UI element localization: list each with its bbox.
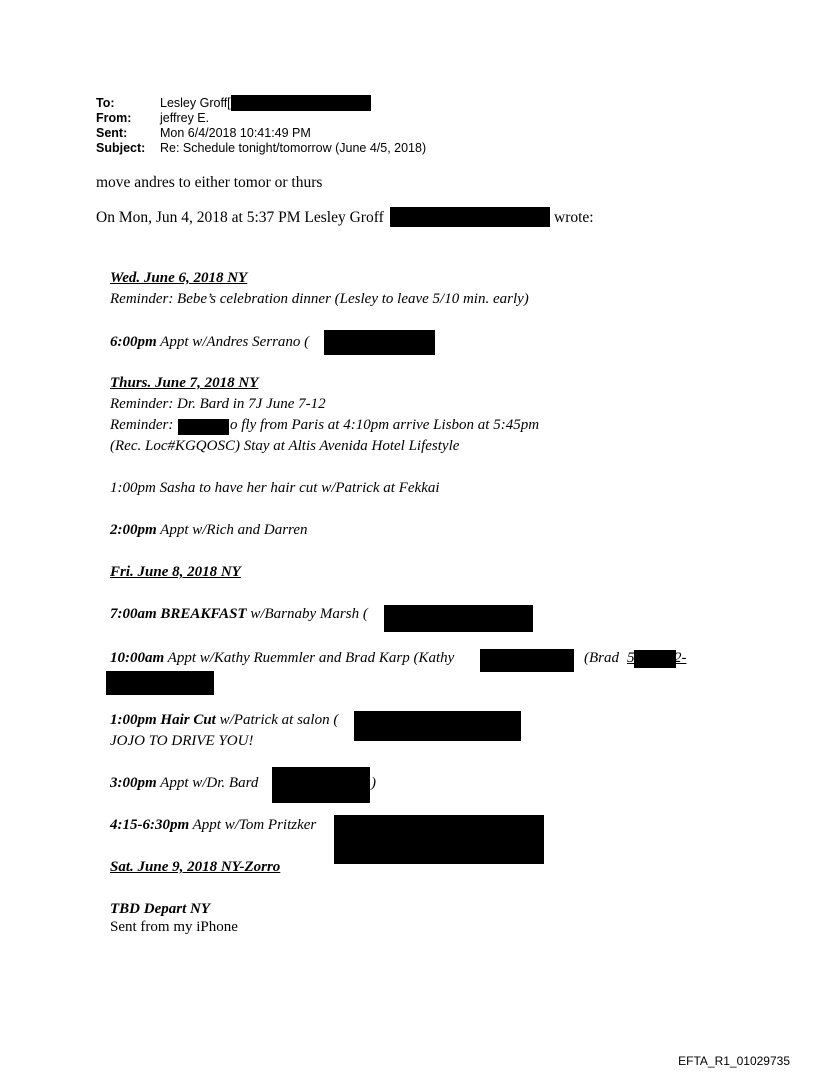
to-row	[96, 96, 426, 111]
thu-reminder-2-start: Reminder:	[110, 417, 174, 433]
thu-haircut: 1:00pm Sasha to have her hair cut w/Patrick at Fekkai	[110, 480, 440, 496]
fri-three-appointment	[110, 773, 258, 794]
from-row	[96, 111, 426, 126]
thu-appt-text: Appt w/Rich and Darren	[156, 522, 308, 538]
wed-appointment	[110, 332, 309, 353]
fri-four-time: 4:15-6:30pm	[110, 817, 190, 833]
thu-appointment	[110, 520, 308, 541]
thu-reminder-3: (Rec. Loc#KGQOSC) Stay at Altis Avenida Hotel Lifestyle	[110, 438, 460, 454]
fri-jojo: JOJO TO DRIVE YOU!	[110, 733, 254, 749]
fri-four-text: Appt w/Tom Pritzker	[189, 817, 317, 833]
quote-intro	[96, 209, 384, 227]
fri-breakfast-text: w/Barnaby Marsh (	[246, 606, 368, 622]
redaction-box	[354, 711, 521, 741]
redaction-box	[231, 95, 371, 111]
sent-label: Sent:	[96, 126, 128, 140]
redaction-box	[480, 649, 574, 672]
redaction-box	[106, 671, 214, 695]
fri-four-appointment	[110, 815, 316, 836]
subject-label: Subject:	[96, 141, 146, 155]
redaction-box	[390, 207, 550, 227]
redaction-box	[634, 650, 676, 668]
redaction-box	[334, 815, 544, 864]
fri-ten-appointment	[110, 648, 454, 669]
redaction-box	[324, 330, 435, 355]
sat-heading: Sat. June 9, 2018 NY-Zorro	[110, 859, 281, 875]
sent-value: Mon 6/4/2018 10:41:49 PM	[160, 126, 311, 140]
wed-heading: Wed. June 6, 2018 NY	[110, 270, 248, 286]
redaction-box	[272, 767, 370, 803]
redaction-box	[178, 419, 229, 435]
fri-heading: Fri. June 8, 2018 NY	[110, 564, 241, 580]
tbd-depart: TBD Depart NY	[110, 901, 210, 917]
thu-reminder-2-end: o fly from Paris at 4:10pm arrive Lisbon at 5:45pm	[230, 417, 540, 433]
wed-reminder: Reminder: Bebe’s celebration dinner (Lesley to leave 5/10 min. early)	[110, 291, 529, 307]
fri-breakfast-time: 7:00am BREAKFAST	[110, 606, 247, 622]
signature: Sent from my iPhone	[110, 919, 238, 935]
quote-intro-end: wrote:	[554, 209, 594, 226]
redaction-box	[384, 605, 533, 632]
sent-row	[96, 126, 426, 141]
fri-ten-text: Appt w/Kathy Ruemmler and Brad Karp (Kathy	[164, 650, 455, 666]
email-header	[96, 96, 426, 156]
document-id: EFTA_R1_01029735	[678, 1054, 790, 1068]
wed-appt-text: Appt w/Andres Serrano (	[156, 334, 310, 350]
quote-intro-start: On Mon, Jun 4, 2018 at 5:37 PM Lesley Groff	[96, 209, 384, 226]
thu-reminder-1: Reminder: Dr. Bard in 7J June 7-12	[110, 396, 326, 412]
fri-breakfast	[110, 604, 368, 625]
reply-body: move andres to either tomor or thurs	[96, 174, 323, 191]
fri-hair-time: 1:00pm Hair Cut	[110, 712, 216, 728]
fri-ten-tail-a: 5	[627, 650, 635, 666]
fri-three-time: 3:00pm	[110, 775, 157, 791]
wed-appt-time: 6:00pm	[110, 334, 157, 350]
fri-three-close: )	[371, 775, 376, 791]
subject-value: Re: Schedule tonight/tomorrow (June 4/5, 2018)	[160, 141, 427, 155]
fri-hair-text: w/Patrick at salon (	[215, 712, 339, 728]
thu-appt-time: 2:00pm	[110, 522, 157, 538]
to-label: To:	[96, 96, 115, 110]
from-value: jeffrey E.	[160, 111, 210, 125]
fri-ten-time: 10:00am	[110, 650, 165, 666]
fri-three-text: Appt w/Dr. Bard	[156, 775, 259, 791]
thu-heading: Thurs. June 7, 2018 NY	[110, 375, 259, 391]
from-label: From:	[96, 111, 132, 125]
fri-haircut	[110, 710, 338, 731]
fri-ten-tail-b: 2-	[674, 650, 687, 666]
subject-row	[96, 141, 426, 156]
fri-ten-brad: (Brad	[584, 650, 619, 666]
to-value: Lesley Groff[	[160, 96, 231, 110]
